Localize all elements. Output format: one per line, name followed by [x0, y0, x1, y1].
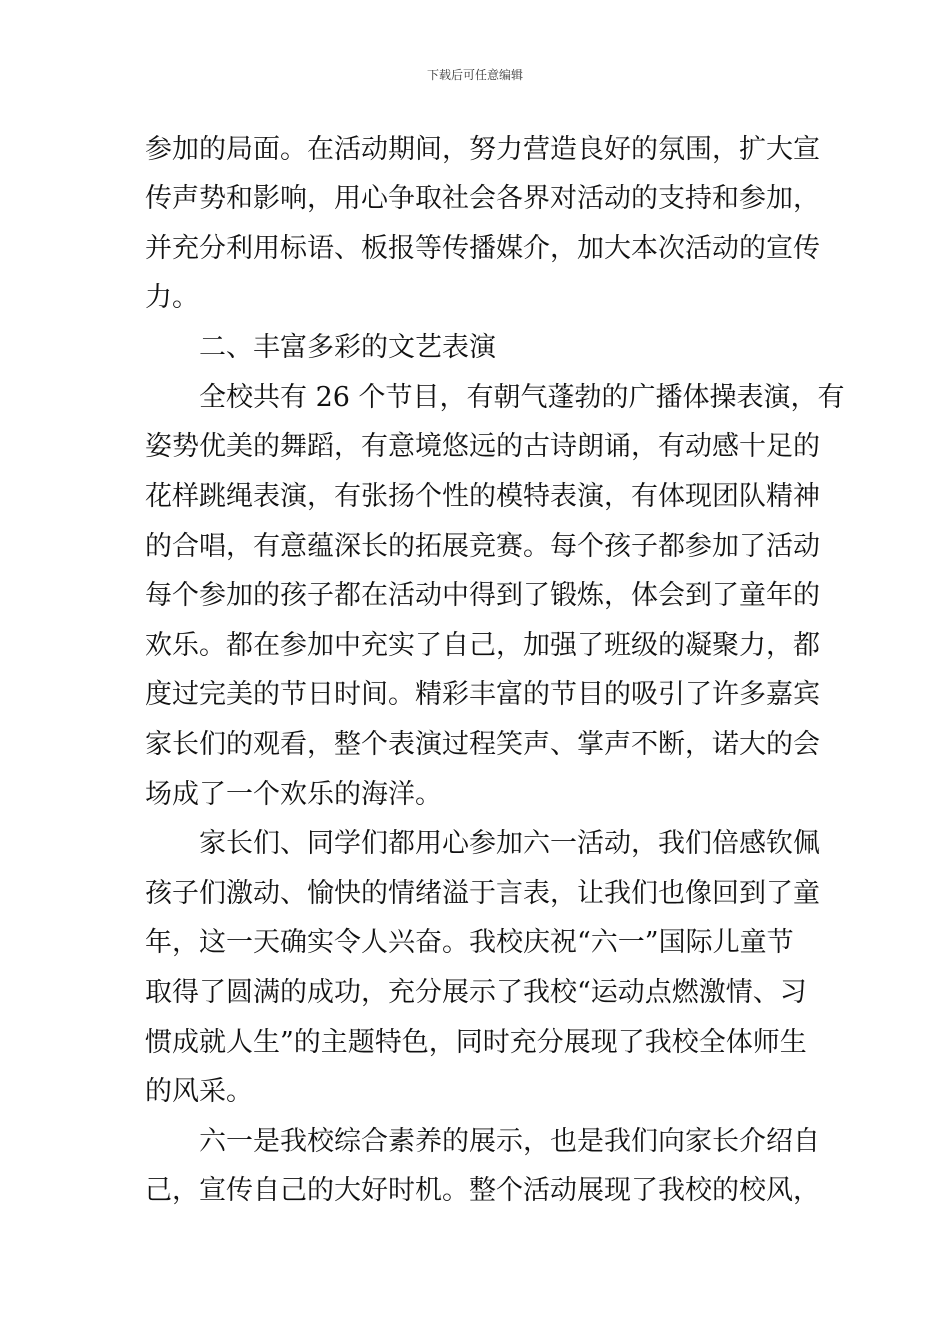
section-heading: 二、丰富多彩的文艺表演 [145, 332, 496, 363]
text-line: 家长们的观看，整个表演过程笑声、掌声不断，诺大的会 [145, 729, 820, 760]
text-line: 全校共有 26 个节目，有朝气蓬勃的广播体操表演，有 [145, 382, 845, 413]
text-line: 传声势和影响，用心争取社会各界对活动的支持和参加， [145, 183, 820, 214]
text-line: 家长们、同学们都用心参加六一活动，我们倍感钦佩 [145, 828, 820, 859]
text-line: 场成了一个欢乐的海洋。 [145, 779, 442, 810]
text-line: 惯成就人生”的主题特色，同时充分展现了我校全体师生 [145, 1027, 807, 1058]
text-line: 力。 [145, 282, 199, 313]
text-line: 己，宣传自己的大好时机。整个活动展现了我校的校风， [145, 1175, 820, 1206]
text-line: 欢乐。都在参加中充实了自己，加强了班级的凝聚力，都 [145, 630, 820, 661]
page-header: 下载后可任意编辑 [426, 68, 523, 82]
text-line: 参加的局面。在活动期间，努力营造良好的氛围，扩大宣 [145, 134, 820, 165]
text-line: 的合唱，有意蕴深长的拓展竞赛。每个孩子都参加了活动 [145, 531, 820, 562]
text-line: 并充分利用标语、板报等传播媒介，加大本次活动的宣传 [145, 233, 820, 264]
text-line: 六一是我校综合素养的展示，也是我们向家长介绍自 [145, 1126, 820, 1157]
text-line: 花样跳绳表演，有张扬个性的模特表演，有体现团队精神 [145, 481, 820, 512]
text-line: 取得了圆满的成功，充分展示了我校“运动点燃激情、习 [145, 977, 807, 1008]
text-line: 的风采。 [145, 1076, 253, 1107]
text-line: 年，这一天确实令人兴奋。我校庆祝“六一”国际儿童节 [145, 927, 794, 958]
text-line: 每个参加的孩子都在活动中得到了锻炼，体会到了童年的 [145, 580, 820, 611]
text-line: 姿势优美的舞蹈，有意境悠远的古诗朗诵，有动感十足的 [145, 431, 820, 462]
text-line: 孩子们激动、愉快的情绪溢于言表，让我们也像回到了童 [145, 878, 820, 909]
text-line: 度过完美的节日时间。精彩丰富的节目的吸引了许多嘉宾 [145, 679, 820, 710]
